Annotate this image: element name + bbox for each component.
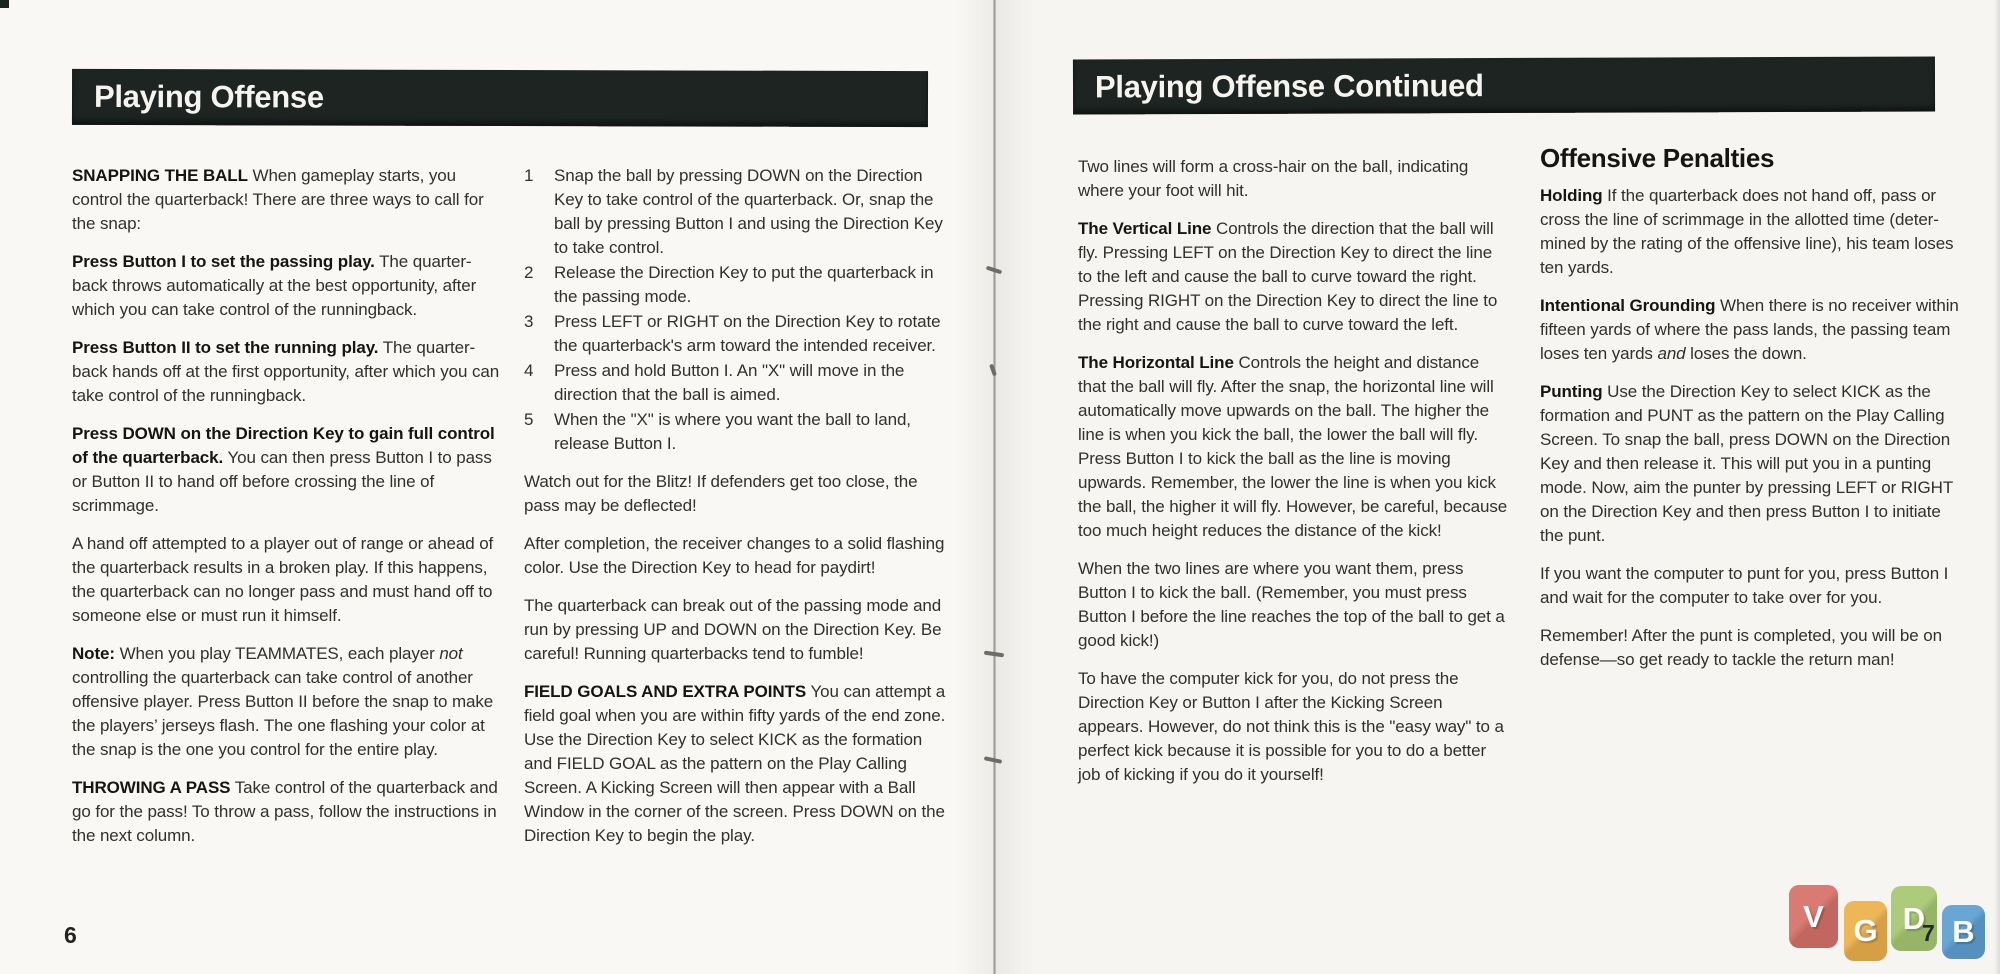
paragraph: If you want the computer to punt for you, press Button I and wait for the computer to take over for you. [1540,564,1949,607]
spine-shadow-left [955,0,995,974]
paragraph: Press Button II to set the running play. The quarter-back hands off at the first opportunity, after which you can take control of the runningback. [72,338,500,405]
right-page-column-2 [1540,143,1964,686]
left-page-column-2 [524,164,948,862]
paragraph: Punting Use the Direction Key to select KICK as the formation and PUNT as the pattern on the Play Calling Screen. To snap the ball, press DOWN on the Direction Key and then release it. This will put you in a punting mode. Now, aim the punter by pressing LEFT or RIGHT on the Direction Key and then press Button I to initiate the punt. [1540,382,1953,545]
paragraph: Two lines will form a cross-hair on the ball, indicating where your foot will hit. [1078,157,1469,200]
paragraph: SNAPPING THE BALL When gameplay starts, you control the quarterback! There are three ways to call for the snap: [72,166,484,233]
paragraph: To have the computer kick for you, do not press the Direction Key or Button I after the Kicking Screen appears. However, do not think this is the "easy way" to a perfect kick because it is possible for you to do a better job of kicking if you do it yourself! [1078,669,1504,784]
list-item-number: 4 [524,361,534,380]
paragraph: Intentional Grounding When there is no receiver within fifteen yards of where the pass lands, the passing team loses ten yards and loses the down. [1540,296,1959,363]
vgdb-logo-tile-d: D [1891,886,1937,951]
paragraph: When the two lines are where you want them, press Button I to kick the ball. (Remember, you must press Button I before the line reaches the top of the ball to get a good kick!) [1078,559,1505,650]
page-number-left: 6 [64,922,77,948]
list-item-number: 3 [524,312,534,331]
passing-steps-list [524,164,948,456]
scan-speck [0,0,9,8]
section-title: Playing Offense Continued [1094,67,1484,104]
section-header-playing-offense [72,69,928,127]
list-item-number: 5 [524,410,534,429]
vgdb-logo-tile-b: B [1942,905,1985,959]
paragraph: Press DOWN on the Direction Key to gain full control of the quarterback. You can then press Button I to pass or Button II to hand off before crossing the line of scrimmage. [72,424,495,515]
paragraph: Note: When you play TEAMMATES, each player not controlling the quarterback can take control of another offensive player. Press Button II before the snap to make the players’ jerseys flash. The one flashing your color at the snap is the one you control for the entire play. [72,644,494,759]
booklet-spine [993,0,996,974]
paragraph: The quarterback can break out of the passing mode and run by pressing UP and DOWN on the Direction Key. Be careful! Running quarterbacks tend to fumble! [524,596,942,663]
paragraph: After completion, the receiver changes to a solid flashing color. Use the Direction Key to head for paydirt! [524,534,945,577]
numbered-list-item [524,261,948,309]
vgdb-watermark-logo [1783,876,1995,972]
offensive-penalties-heading: Offensive Penalties [1540,143,1775,173]
numbered-list-item [524,164,948,260]
numbered-list-item [524,359,948,407]
offensive-penalties-paragraphs [1540,184,1964,672]
paragraph: Remember! After the punt is completed, you will be on defense—so get ready to tackle the return man! [1540,626,1942,669]
section-title: Playing Offense [93,78,324,115]
list-item-text: Release the Direction Key to put the quarterback in the passing mode. [554,263,934,306]
list-item-number: 2 [524,263,534,282]
left-page-column-1 [72,164,500,862]
paragraph: THROWING A PASS Take control of the quarterback and go for the pass! To throw a pass, follow the instructions in the next column. [72,778,498,845]
vgdb-logo-tile-v: V [1789,885,1838,948]
paragraph: Holding If the quarterback does not hand off, pass or cross the line of scrimmage in the allotted time (deter-mined by the rating of the offensive line), his team loses ten yards. [1540,186,1954,277]
paragraph: Press Button I to set the passing play. The quarter-back throws automatically at the best opportunity, after which you can take control of the runningback. [72,252,477,319]
list-item-text: Press and hold Button I. An "X" will move in the direction that the ball is aimed. [554,361,905,404]
numbered-list-item [524,310,948,358]
paragraph: FIELD GOALS AND EXTRA POINTS You can attempt a field goal when you are within fifty yards of the end zone. Use the Direction Key to select KICK as the formation and FIELD GOAL as the pattern on the Play Calling Screen. A Kicking Screen will then appear with a Ball Window in the corner of the screen. Press DOWN on the Direction Key to begin the play. [524,682,946,845]
section-header-playing-offense-continued [1073,56,1935,114]
right-page-column-1 [1078,155,1510,801]
spine-shadow-right [995,0,1035,974]
page-edge-shadow [1994,0,2000,974]
paragraph: A hand off attempted to a player out of range or ahead of the quarterback results in a broken play. If this happens, the quarterback can no longer pass and must hand off to someone else or must run it himself. [72,534,494,625]
page-number-right: 7 [1922,920,1935,946]
paragraph: The Horizontal Line Controls the height and distance that the ball will fly. After the snap, the horizontal line will automatically move upwards on the ball. The higher the line is when you kick the ball, the lower the ball will fly. Press Button I to kick the ball as the line is moving upwards. Remember, the lower the line is when you kick the ball, the higher it will fly. However, be careful, because too much height reduces the distance of the kick! [1078,353,1508,540]
list-item-text: Snap the ball by pressing DOWN on the Direction Key to take control of the quarterback. Or, snap the ball by pressing Button I and using the Direction Key to take control. [554,166,943,257]
left-column-2-paragraphs [524,470,948,848]
list-item-text: When the "X" is where you want the ball to land, release Button I. [554,410,911,453]
numbered-list-item [524,408,948,456]
list-item-text: Press LEFT or RIGHT on the Direction Key to rotate the quarterback's arm toward the intended receiver. [554,312,941,355]
list-item-number: 1 [524,166,534,185]
paragraph: Watch out for the Blitz! If defenders get too close, the pass may be deflected! [524,472,918,515]
paragraph: The Vertical Line Controls the direction that the ball will fly. Pressing LEFT on the Direction Key to direct the line to the left and cause the ball to curve toward the right. Pressing RIGHT on the Direction Key to direct the line to the right and cause the ball to curve toward the left. [1078,219,1498,334]
vgdb-logo-tile-g: G [1844,901,1887,961]
